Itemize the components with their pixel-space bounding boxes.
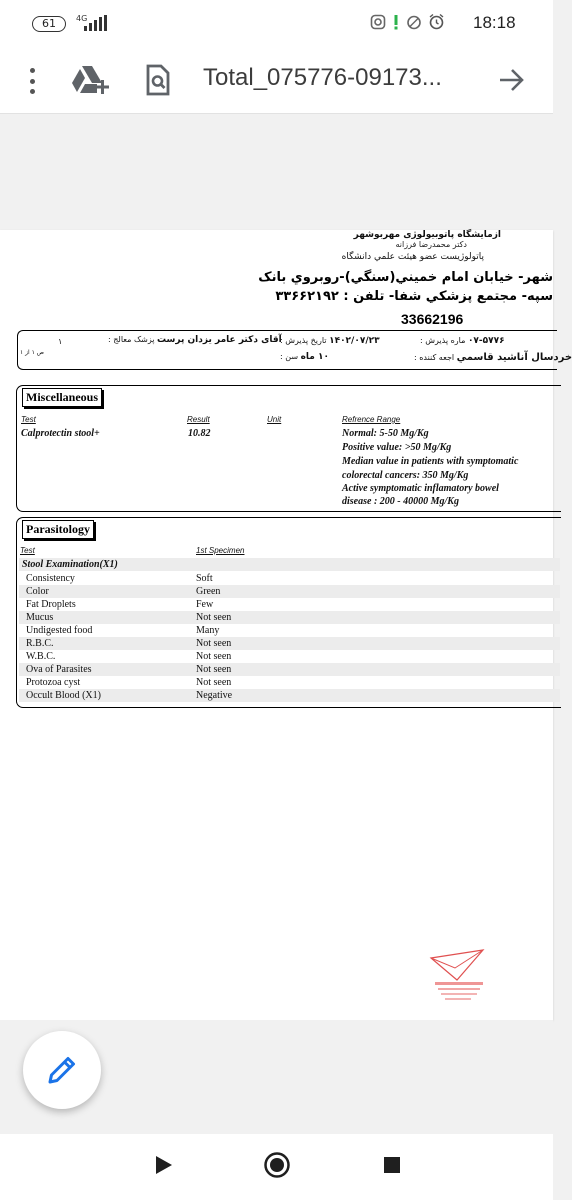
calprotectin-test: Calprotectin stool+ <box>21 428 100 439</box>
edit-button[interactable] <box>23 1031 101 1109</box>
viewer-toolbar <box>0 48 553 114</box>
row-test: Mucus <box>26 612 54 623</box>
alarm-clock-icon <box>428 13 445 30</box>
row-value: Not seen <box>196 612 232 623</box>
status-bar <box>0 0 553 48</box>
row-value: Not seen <box>196 664 232 675</box>
table-row <box>19 650 560 663</box>
row-value: Negative <box>196 690 233 701</box>
row-value: Soft <box>196 573 213 584</box>
signal-icon <box>84 15 107 31</box>
parasitology-title: Parasitology <box>22 520 94 539</box>
open-arrow-icon[interactable] <box>498 64 526 96</box>
col-test: Test <box>20 546 35 555</box>
range-line: Normal: 5-50 Mg/Kg <box>342 428 429 439</box>
recents-square-icon[interactable] <box>383 1156 401 1174</box>
instagram-icon <box>370 14 386 30</box>
doctor-name: آقاى دکتر عامر يزدان پرست <box>157 335 282 345</box>
admission-date-label: تاريخ پذيرش : <box>280 336 327 345</box>
col-result: Result <box>187 415 210 424</box>
client-name: خردسال آناشيد قاسمي <box>456 352 572 363</box>
document-title: Total_075776-09173... <box>203 64 442 91</box>
row-test: Consistency <box>26 573 75 584</box>
parasitology-section <box>16 517 561 708</box>
row-test: Ova of Parasites <box>26 664 92 675</box>
row-test: Occult Blood (X1) <box>26 690 101 701</box>
document-page <box>0 230 572 1020</box>
col-test: Test <box>21 415 36 424</box>
row-test: Color <box>26 586 49 597</box>
miscellaneous-section <box>16 385 561 512</box>
lab-title: پاتولوژيست عضو هيئت علمي دانشگاه <box>341 252 484 262</box>
row-test: Protozoa cyst <box>26 677 81 688</box>
clock: 18:18 <box>473 13 516 32</box>
lab-doctor: دکتر محمدرضا فرزانه <box>395 240 467 249</box>
more-vert-icon[interactable] <box>24 68 40 94</box>
miscellaneous-title: Miscellaneous <box>22 388 102 407</box>
range-line: Active symptomatic inflamatory bowel <box>342 483 499 494</box>
row-value: Green <box>196 586 221 597</box>
row-value: Many <box>196 625 220 636</box>
patient-info-box <box>17 330 572 370</box>
col-specimen: 1st Specimen <box>196 546 245 555</box>
network-type: 4G <box>76 14 88 23</box>
lab-phone: 33662196 <box>401 311 464 327</box>
admission-date: ۱۴۰۲/۰۷/۲۳ <box>329 336 380 346</box>
lab-address-line1: شهر- خيابان امام خميني(سنگي)-روبروي بانک <box>258 270 553 285</box>
row-value: Not seen <box>196 638 232 649</box>
table-row <box>19 572 560 585</box>
page-number: ۱ <box>58 337 63 346</box>
table-row <box>19 611 560 624</box>
alert-icon <box>392 14 400 30</box>
row-value: Few <box>196 599 214 610</box>
back-play-icon[interactable] <box>154 1153 174 1177</box>
battery-indicator: 61 <box>32 16 66 32</box>
admission-number-label: ماره پذيرش : <box>420 336 466 345</box>
row-test: W.B.C. <box>26 651 56 662</box>
range-line: colorectal cancers: 350 Mg/Kg <box>342 470 469 481</box>
table-row <box>19 676 560 689</box>
age-label: سن : <box>280 352 299 361</box>
calprotectin-result: 10.82 <box>188 428 211 439</box>
table-row <box>19 624 560 637</box>
row-value: Not seen <box>196 651 232 662</box>
client-label: اجعه کننده : <box>414 353 455 362</box>
lab-address-line2: سپه- مجتمع پزشکي شفا- تلفن : ۳۳۶۶۲۱۹۲ <box>275 289 553 304</box>
find-in-page-icon[interactable] <box>144 64 172 96</box>
system-navbar <box>0 1134 553 1200</box>
col-range: Refrence Range <box>342 415 401 424</box>
table-row <box>19 637 560 650</box>
page-of: ص ۱ از ۱ <box>20 349 45 356</box>
edit-pencil-icon <box>23 1031 101 1109</box>
lab-stamp-icon <box>425 948 491 1006</box>
col-unit: Unit <box>267 415 282 424</box>
admission-number: ۰۷-۵۷۷۶ <box>467 336 505 346</box>
row-test: R.B.C. <box>26 638 54 649</box>
table-row <box>19 689 560 702</box>
range-line: disease : 200 - 40000 Mg/Kg <box>342 496 459 507</box>
range-line: Positive value: >50 Mg/Kg <box>342 442 452 453</box>
patient-age: ۱۰ ماه <box>300 352 329 362</box>
group-title: Stool Examination(X1) <box>22 559 118 570</box>
group-row <box>19 558 560 571</box>
home-circle-icon[interactable] <box>263 1151 291 1179</box>
table-row <box>19 663 560 676</box>
add-to-drive-icon[interactable] <box>72 64 108 96</box>
doctor-label: پزشک معالج : <box>108 335 155 344</box>
table-row <box>19 598 560 611</box>
row-test: Undigested food <box>26 625 93 636</box>
row-value: Not seen <box>196 677 232 688</box>
lab-name: ازمايشگاه پاتوبيولوژی مهربوشهر <box>353 230 501 240</box>
range-line: Median value in patients with symptomatic <box>342 456 519 467</box>
alarm-icon <box>406 14 422 30</box>
table-row <box>19 585 560 598</box>
row-test: Fat Droplets <box>26 599 76 610</box>
